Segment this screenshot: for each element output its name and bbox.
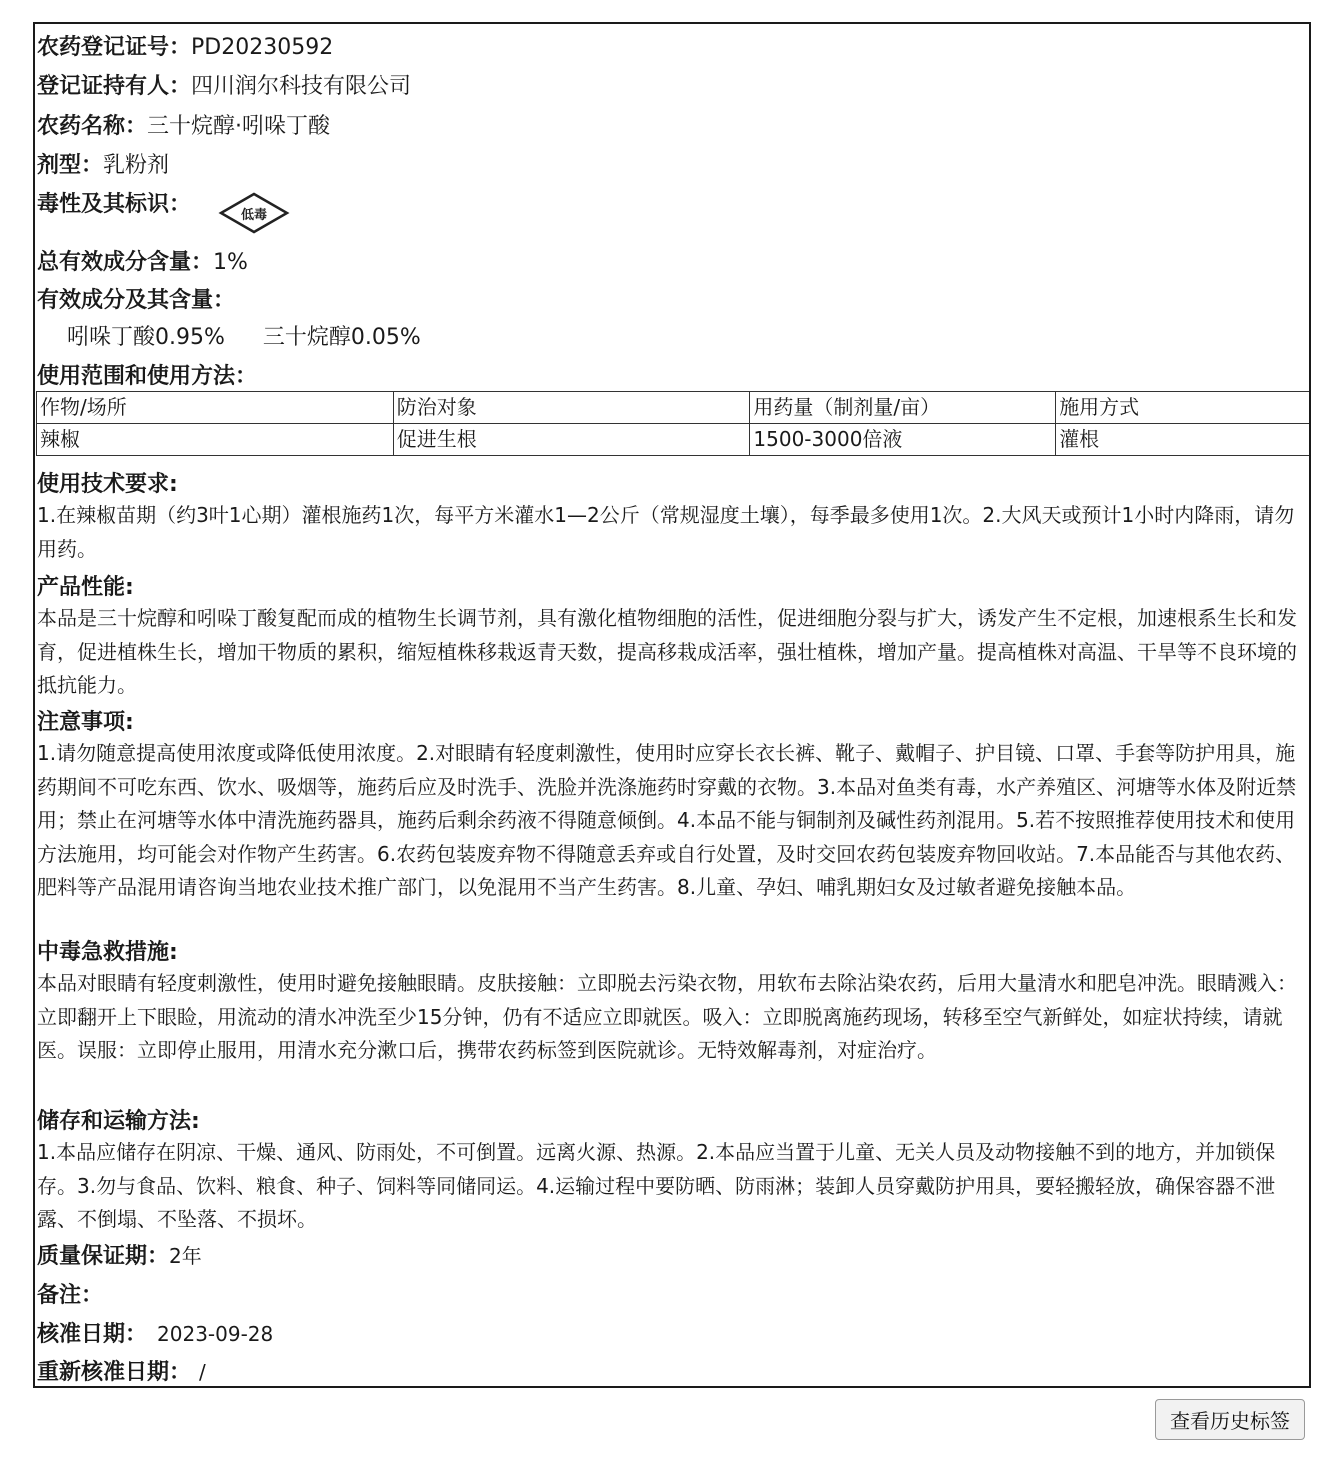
formulation-row	[37, 148, 169, 179]
table-header-cell: 防治对象	[393, 392, 750, 424]
firstaid-text: 本品对眼睛有轻度刺激性，使用时避免接触眼睛。皮肤接触：立即脱去污染衣物，用软布去除沾染农药，后用大量清水和肥皂冲洗。眼睛溅入：立即翻开上下眼睑，用流动的清水冲洗至少15分钟，仍有不适应立即就医。吸入：立即脱离施药现场，转移至空气新鲜处，如症状持续，请就医。误服：立即停止服用，用清水充分漱口后，携带农药标签到医院就诊。无特效解毒剂，对症治疗。	[37, 971, 1297, 1062]
pesticide-name-label: 农药名称：	[37, 114, 148, 139]
name-row	[37, 109, 330, 140]
total-content-value: 1%	[213, 250, 248, 275]
usage-label: 使用范围和使用方法：	[37, 364, 258, 389]
view-history-labels-button[interactable]: 查看历史标签	[1155, 1399, 1305, 1440]
approval-date-value: 2023-09-28	[157, 1322, 274, 1346]
remark-row	[37, 1278, 103, 1309]
table-header-cell: 用药量（制剂量/亩）	[750, 392, 1056, 424]
shelf-life-label: 质量保证期：	[37, 1244, 170, 1269]
tech-heading	[37, 467, 178, 498]
formulation-value: 乳粉剂	[103, 153, 170, 178]
total-content-row	[37, 245, 248, 276]
pesticide-name-value: 三十烷醇·吲哚丁酸	[147, 114, 331, 139]
shelf-life-row	[37, 1239, 202, 1270]
table-cell: 促进生根	[393, 424, 750, 456]
ingredients-list	[67, 320, 421, 351]
tech-text: 1.在辣椒苗期（约3叶1心期）灌根施药1次，每平方米灌水1—2公斤（常规湿度土壤），每季最多使用1次。2.大风天或预计1小时内降雨，请勿用药。	[37, 503, 1295, 561]
total-content-label: 总有效成分含量：	[37, 250, 214, 275]
reg-no-row	[37, 30, 333, 61]
toxicity-label: 毒性及其标识：	[37, 192, 192, 217]
holder-label: 登记证持有人：	[37, 74, 192, 99]
ingredient-item: 三十烷醇0.05%	[262, 325, 421, 350]
approval-date-row	[37, 1317, 273, 1348]
ingredients-heading	[37, 283, 235, 314]
reapproval-date-label: 重新核准日期：	[37, 1360, 192, 1385]
reapproval-date-row	[37, 1355, 206, 1386]
holder-row	[37, 69, 411, 100]
tech-label: 使用技术要求:	[37, 472, 178, 497]
table-header-row	[37, 392, 1310, 424]
storage-text: 1.本品应储存在阴凉、干燥、通风、防雨处，不可倒置。远离火源、热源。2.本品应当置于儿童、无关人员及动物接触不到的地方，并加锁保存。3.勿与食品、饮料、粮食、种子、饲料等同储同运。4.运输过程中要防晒、防雨淋；装卸人员穿戴防护用具，要轻搬轻放，确保容器不泄露、不倒塌、不坠落、不损坏。	[37, 1140, 1276, 1231]
ingredients-label: 有效成分及其含量：	[37, 288, 236, 313]
caution-text: 1.请勿随意提高使用浓度或降低使用浓度。2.对眼睛有轻度刺激性，使用时应穿长衣长裤、靴子、戴帽子、护目镜、口罩、手套等防护用具，施药期间不可吃东西、饮水、吸烟等，施药后应及时洗手、洗脸并洗涤施药时穿戴的衣物。3.本品对鱼类有毒，水产养殖区、河塘等水体及附近禁用；禁止在河塘等水体中清洗施药器具，施药后剩余药液不得随意倾倒。4.本品不能与铜制剂及碱性药剂混用。5.若不按照推荐使用技术和使用方法施用，均可能会对作物产生药害。6.农药包装废弃物不得随意丢弃或自行处置，及时交回农药包装废弃物回收站。7.本品能否与其他农药、肥料等产品混用请咨询当地农业技术推广部门，以免混用不当产生药害。8.儿童、孕妇、哺乳期妇女及过敏者避免接触本品。	[37, 741, 1297, 899]
storage-label: 储存和运输方法:	[37, 1109, 200, 1134]
performance-text: 本品是三十烷醇和吲哚丁酸复配而成的植物生长调节剂，具有激化植物细胞的活性，促进细胞分裂与扩大，诱发产生不定根，加速根系生长和发育，促进植株生长，增加干物质的累积，缩短植株移栽返青天数，提高移栽成活率，强壮植株，增加产量。提高植株对高温、干旱等不良环境的抵抗能力。	[37, 606, 1297, 697]
ingredient-item: 吲哚丁酸0.95%	[67, 325, 225, 350]
performance-label: 产品性能:	[37, 575, 134, 600]
low-toxicity-icon	[218, 190, 290, 236]
table-header-cell: 施用方式	[1056, 392, 1310, 424]
table-cell: 1500-3000倍液	[750, 424, 1056, 456]
table-cell: 灌根	[1056, 424, 1310, 456]
holder-value: 四川润尔科技有限公司	[191, 74, 412, 99]
formulation-label: 剂型：	[37, 153, 104, 178]
table-cell: 辣椒	[37, 424, 394, 456]
caution-heading	[37, 705, 134, 736]
usage-heading	[37, 359, 257, 390]
shelf-life-value: 2年	[169, 1244, 202, 1268]
svg-text:低毒: 低毒	[240, 208, 268, 223]
storage-heading	[37, 1104, 200, 1135]
remark-label: 备注：	[37, 1283, 104, 1308]
reg-no-value: PD20230592	[191, 35, 334, 60]
label-document	[33, 22, 1311, 1388]
table-header-cell: 作物/场所	[37, 392, 394, 424]
performance-heading	[37, 570, 134, 601]
firstaid-heading	[37, 935, 178, 966]
approval-date-label: 核准日期：	[37, 1322, 148, 1347]
usage-table	[36, 391, 1310, 456]
table-row	[37, 424, 1310, 456]
caution-label: 注意事项:	[37, 710, 134, 735]
firstaid-label: 中毒急救措施:	[37, 940, 178, 965]
toxicity-row	[37, 187, 191, 218]
reg-no-label: 农药登记证号：	[37, 35, 192, 60]
reapproval-date-value: /	[199, 1360, 206, 1384]
